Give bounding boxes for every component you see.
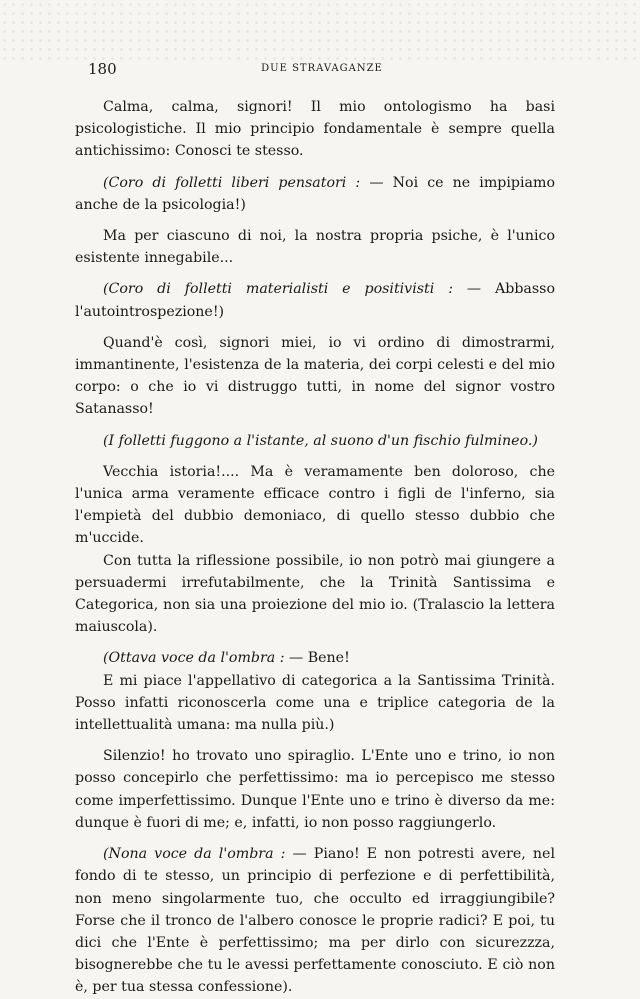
paragraph: (Coro di folletti liberi pensatori : — Noi ce ne impipiamo anche de la psicologia!) <box>75 174 555 213</box>
stage-direction: (Ottava voce da l'ombra : <box>103 650 285 667</box>
paragraph: (Nona voce da l'ombra : — Piano! E non potresti avere, nel fondo di te stesso, un principio di perfezione e di perfettibilità, non meno singolarmente tuo, che occulto ed irraggiungibile? Forse che il tronco de l'albero conosce le proprie radici? E poi, tu dici che l'Ente è perfettissimo; ma per dirlo con sicurezzza, bisognerebbe che tu le avessi perfettamente conosciuto. E ciò non è, per tua stessa confessione). <box>75 846 555 996</box>
body-text <box>75 96 555 999</box>
stage-direction: (Nona voce da l'ombra : <box>103 846 286 863</box>
paragraph: Silenzio! ho trovato uno spiraglio. L'Ente uno e trino, io non posso concepirlo che perfettissimo: ma io percepisco me stesso come imperfettissimo. Dunque l'Ente uno e trino è diverso da me: dunque è fuori di me; e, infatti, io non posso raggiungerlo. <box>75 748 555 831</box>
paragraph: E mi piace l'appellativo di categorica a la Santissima Trinità. Posso infatti riconoscerla come una e triplice categoria de la intellettualità umana: ma nulla più.) <box>75 672 555 734</box>
print-dot-pattern <box>0 0 640 60</box>
stage-direction: (Coro di folletti liberi pensatori : <box>103 174 361 191</box>
paragraph: (Coro di folletti materialisti e positivisti : — Abbasso l'autointrospezione!) <box>75 281 555 320</box>
paragraph: Vecchia istoria!.... Ma è veramamente ben doloroso, che l'unica arma veramente efficace contro i figli de l'inferno, sia l'empietà del dubbio demoniaco, di quello stesso dubbio che m'uccide. <box>75 463 555 547</box>
paragraph: Quand'è così, signori miei, io vi ordino di dimostrarmi, immantinente, l'esistenza de la materia, dei corpi celesti e del mio corpo: o che io vi distruggo tutti, in nome del signor vostro Satanasso! <box>75 334 555 418</box>
paragraph: (Ottava voce da l'ombra : — Bene! <box>103 650 350 667</box>
paragraph: Calma, calma, signori! Il mio ontologismo ha basi psicologistiche. Il mio principio fondamentale è sempre quella antichissimo: Conosci te stesso. <box>75 99 555 160</box>
paragraph: Ma per ciascuno di noi, la nostra propria psiche, è l'unico esistente innegabile... <box>75 228 555 267</box>
running-title: DUE STRAVAGANZE <box>261 63 383 74</box>
page-number: 180 <box>88 60 117 78</box>
stage-direction: (Coro di folletti materialisti e positivisti : <box>103 281 453 298</box>
page-header <box>88 60 556 80</box>
stage-direction: (I folletti fuggono a l'istante, al suono d'un fischio fulmineo.) <box>103 432 538 449</box>
paragraph: Con tutta la riflessione possibile, io non potrò mai giungere a persuadermi irrefutabilmente, che la Trinità Santissima e Categorica, non sia una proiezione del mio io. (Tralascio la lettera maiuscola). <box>75 552 555 636</box>
paragraph <box>75 430 555 452</box>
